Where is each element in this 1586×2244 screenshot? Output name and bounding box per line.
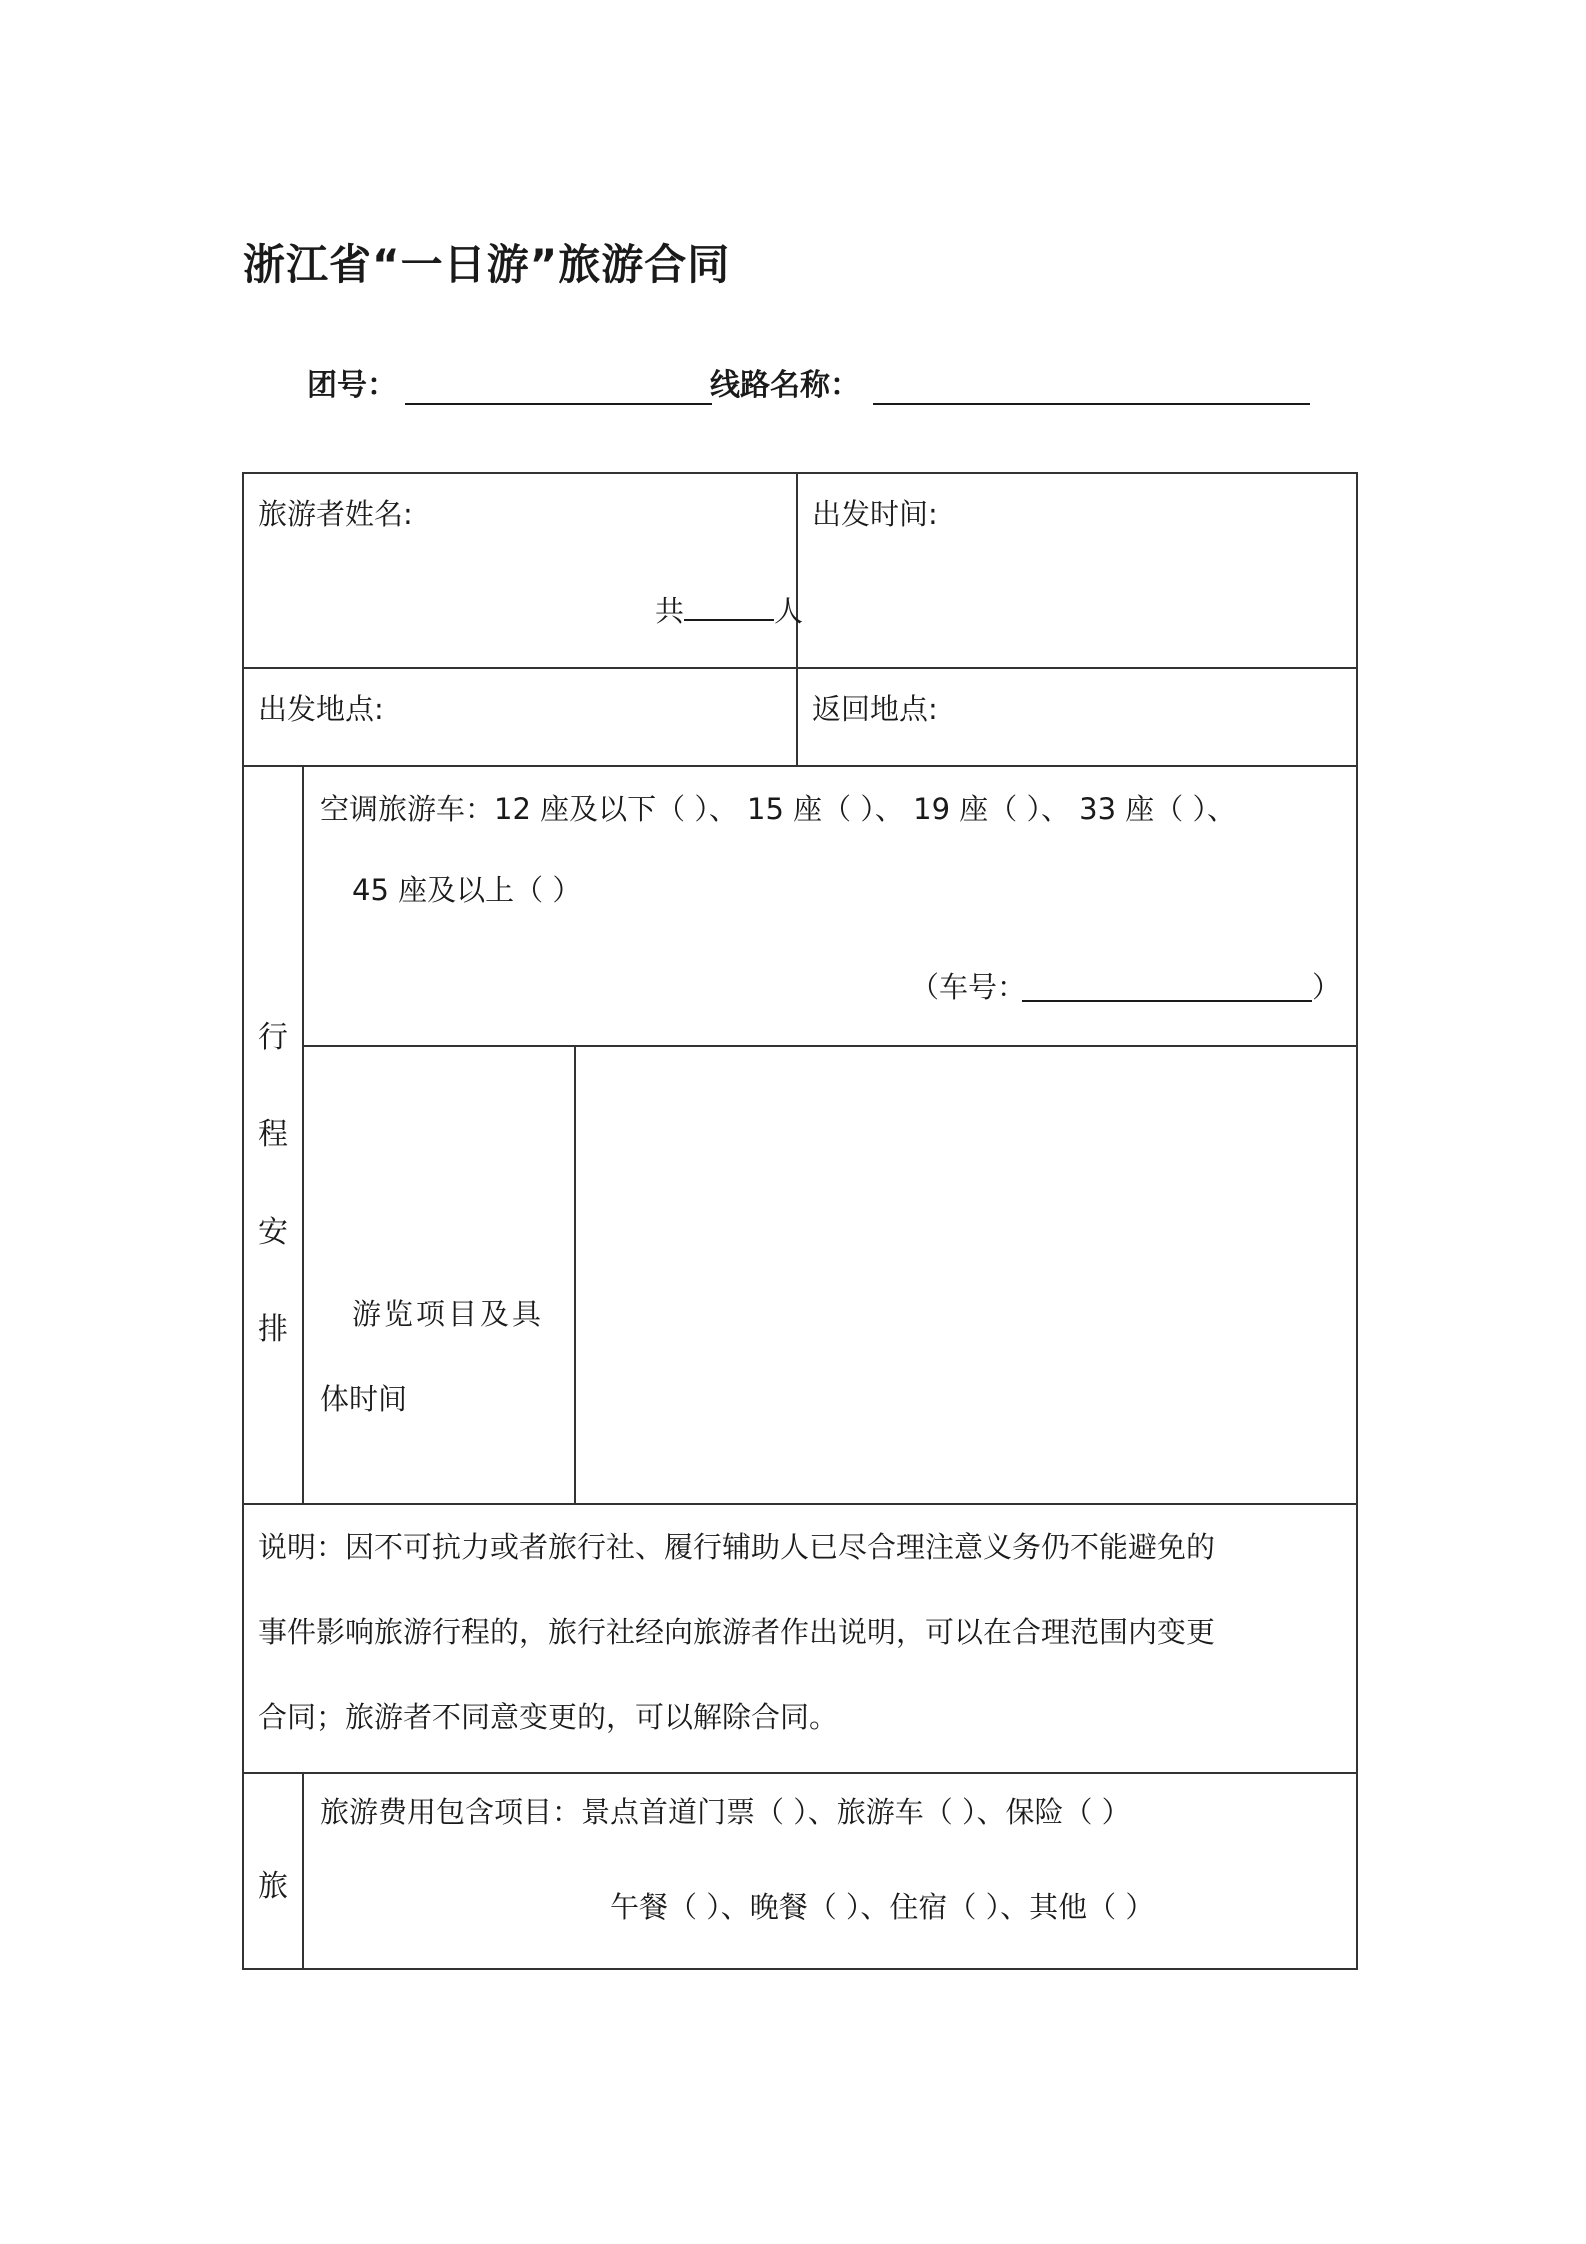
fee-vertical-label-char: 旅 [258, 1869, 288, 1904]
route-name-field[interactable] [873, 403, 1310, 405]
itinerary-vertical-label-char: 行 [258, 1020, 288, 1055]
traveler-count-suffix: 人 [774, 594, 804, 628]
itinerary-vertical-label-char: 排 [258, 1312, 288, 1347]
plate-number-prefix: （车号： [910, 970, 1027, 1004]
traveler-count [655, 594, 804, 628]
col-divider [574, 1045, 576, 1505]
note-line1: 说明：因不可抗力或者旅行社、履行辅助人已尽合理注意义务仍不能避免的 [258, 1530, 1216, 1564]
departure-time-label: 出发时间: [812, 497, 938, 531]
row-divider [242, 667, 1358, 669]
table-border-left [242, 472, 244, 1970]
note-line2: 事件影响旅游行程的，旅行社经向旅游者作出说明，可以在合理范围内变更 [258, 1615, 1216, 1649]
table-border-top [242, 472, 1358, 474]
group-no-label: 团号： [307, 368, 397, 403]
sightseeing-label-line1: 游览项目及具 [352, 1297, 545, 1331]
fee-items-line2: 午餐（ ）、晚餐（ ）、住宿（ ）、其他（ ） [610, 1890, 1155, 1924]
bus-options-line1: 空调旅游车：12 座及以下（ ）、 15 座（ ）、 19 座（ ）、 33 座（ ）、 [320, 792, 1237, 826]
table-border-bottom [242, 1968, 1358, 1970]
sightseeing-label-line2: 体时间 [320, 1382, 408, 1416]
group-no-field[interactable] [405, 403, 712, 405]
bus-options-line2: 45 座及以上（ ） [352, 873, 582, 907]
row-divider [242, 1772, 1358, 1774]
fee-items-line1: 旅游费用包含项目：景点首道门票（ ）、旅游车（ ）、保险（ ） [320, 1795, 1131, 1829]
note-line3: 合同；旅游者不同意变更的，可以解除合同。 [258, 1700, 839, 1734]
plate-number-suffix: ） [1312, 970, 1342, 1004]
page-title: 浙江省“一日游”旅游合同 [243, 240, 731, 289]
route-name-label: 线路名称： [710, 368, 860, 403]
row-divider [242, 1503, 1358, 1505]
sightseeing-content-area[interactable] [578, 1049, 1354, 1501]
row-divider [242, 765, 1358, 767]
traveler-count-prefix: 共 [655, 594, 685, 628]
traveler-count-field[interactable] [684, 597, 774, 621]
col-divider [302, 1772, 304, 1970]
plate-number-field[interactable] [1022, 1000, 1312, 1002]
col-divider [302, 765, 304, 1505]
itinerary-vertical-label-char: 程 [258, 1117, 288, 1152]
itinerary-vertical-label-char: 安 [258, 1215, 288, 1250]
return-place-label: 返回地点: [812, 692, 938, 726]
row-divider [303, 1045, 1358, 1047]
traveler-name-label: 旅游者姓名: [258, 497, 413, 531]
departure-place-label: 出发地点: [258, 692, 384, 726]
table-border-right [1356, 472, 1358, 1970]
